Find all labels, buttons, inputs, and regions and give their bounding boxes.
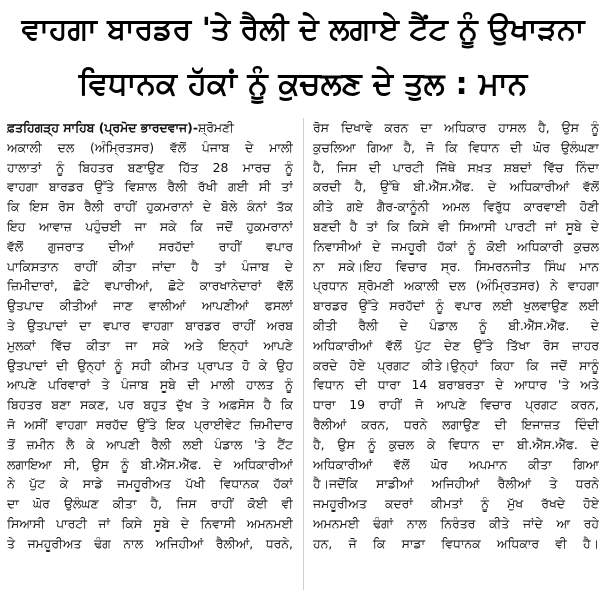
article-line: ਅਧਿਕਾਰੀਆਂ ਵੱਲੋਂ ਘੋਰ ਅਪਮਾਨ ਕੀਤਾ ਗਿਆ xyxy=(313,456,599,472)
article-line-byline: ਫ਼ਤਹਿਗੜ੍ਹ ਸਾਹਿਬ (ਪ੍ਰਮੋਦ ਭਾਰਦਵਾਜ)- xyxy=(7,120,198,135)
article-line: ਬਣਦੀ ਹੈ ਤਾਂ ਕਿ ਕਿਸੇ ਵੀ ਸਿਆਸੀ ਪਾਰਟੀ ਜਾਂ ਸੂਬੇ ਦੇ xyxy=(313,218,599,234)
article-line: ਤੇ ਉਤਪਾਦਾਂ ਦਾ ਵਪਾਰ ਵਾਹਗਾ ਬਾਰਡਰ ਰਾਹੀਂ ਅਰਬ xyxy=(7,317,293,333)
article-line: ਪਾਕਿਸਤਾਨ ਰਾਹੀਂ ਕੀਤਾ ਜਾਂਦਾ ਹੈ ਤਾਂ ਪੰਜਾਬ ਦੇ xyxy=(7,258,293,274)
article-line: ਵੱਲੋਂ ਗੁਜਰਾਤ ਦੀਆਂ ਸਰਹੱਦਾਂ ਰਾਹੀਂ ਵਪਾਰ xyxy=(7,238,293,254)
article-line: ਜ਼ਿਮੀਦਾਰਾਂ, ਛੋਟੇ ਵਪਾਰੀਆਂ, ਛੋਟੇ ਕਾਰਖਾਨੇਦਾਰਾਂ ਵੱਲੋਂ xyxy=(7,278,293,294)
article-body xyxy=(7,118,600,590)
article-line: ਜਮਹੂਰੀਅਤ ਕਦਰਾਂ ਕੀਮਤਾਂ ਨੂੰ ਮੁੱਖ ਰੱਖਦੇ ਹੋਏ xyxy=(313,496,599,512)
article-line: ਉਤਪਾਦਾਂ ਦੀ ਉਨ੍ਹਾਂ ਨੂੰ ਸਹੀ ਕੀਮਤ ਪ੍ਰਾਪਤ ਹੋ ਕੇ ਉਹ xyxy=(7,357,293,373)
article-line: ਤੋਂ ਜ਼ਮੀਨ ਲੈ ਕੇ ਆਪਣੀ ਰੈਲੀ ਲਈ ਪੰਡਾਲ 'ਤੇ ਟੈਂਟ xyxy=(7,436,293,452)
article-line: ਅਧਿਕਾਰੀਆਂ ਵੱਲੋਂ ਪੁੱਟ ਦੇਣ ਉੱਤੇ ਤਿੱਖਾ ਰੋਸ ਜ਼ਾਹਰ xyxy=(313,337,599,353)
article-line xyxy=(7,554,293,574)
article-line: ਜੋ ਅਸੀਂ ਵਾਹਗਾ ਸਰਹੱਦ ਉੱਤੇ ਇਕ ਪ੍ਰਾਈਵੇਟ ਜ਼ਿਮੀਦਾਰ xyxy=(7,416,293,432)
article-line: ਤੇ ਜਮਹੂਰੀਅਤ ਢੰਗ ਨਾਲ ਅਜਿਹੀਆਂ ਰੈਲੀਆਂ, ਧਰਨੇ, xyxy=(7,535,293,551)
article-first-line xyxy=(7,118,293,138)
article-line: ਅਕਾਲੀ ਦਲ (ਅੰਮ੍ਰਿਤਸਰ) ਵੱਲੋਂ ਪੰਜਾਬ ਦੇ ਮਾਲੀ xyxy=(7,139,293,155)
article-line: ਦਾ ਘੋਰ ਉਲੰਘਣ ਕੀਤਾ ਹੈ, ਜਿਸ ਰਾਹੀਂ ਕੋਈ ਵੀ xyxy=(7,496,293,512)
headline-line-2: ਵਿਧਾਨਕ ਹੱਕਾਂ ਨੂੰ ਕੁਚਲਣ ਦੇ ਤੁਲ : ਮਾਨ xyxy=(78,66,528,102)
column-divider xyxy=(303,118,304,590)
article-line: ਰੈਲੀਆਂ ਕਰਨ, ਧਰਨੇ ਲਗਾਉਣ ਦੀ ਇਜਾਜ਼ਤ ਦਿੰਦੀ xyxy=(313,416,599,432)
article-line: ਇਹ ਆਵਾਜ਼ ਪਹੁੰਚਈ ਜਾ ਸਕੇ ਕਿ ਜਦੋਂ ਹੁਕਮਰਾਨਾਂ xyxy=(7,218,293,234)
article-line: ਕਰਦੀ ਹੈ, ਉੱਥੇ ਬੀ.ਐੱਸ.ਐੱਫ. ਦੇ ਅਧਿਕਾਰੀਆਂ ਵੱਲੋਂ xyxy=(313,179,599,195)
article-line: ਮੁਲਕਾਂ ਵਿੱਚ ਕੀਤਾ ਜਾ ਸਕੇ ਅਤੇ ਇਨ੍ਹਾਂ ਆਪਣੇ xyxy=(7,337,293,353)
article-line: ਪ੍ਰਧਾਨ ਸ਼੍ਰੋਮਣੀ ਅਕਾਲੀ ਦਲ (ਅੰਮ੍ਰਿਤਸਰ) ਨੇ ਵਾਹਗਾ xyxy=(313,278,599,294)
article-line: ਨਿਵਾਸੀਆਂ ਦੇ ਜਮਹੂਰੀ ਹੱਕਾਂ ਨੂੰ ਕੋਈ ਅਧਿਕਾਰੀ ਕੁਚਲ xyxy=(313,238,599,254)
article-line: ਅਮਨਮਈ ਢੰਗਾਂ ਨਾਲ ਨਿਰੰਤਰ ਕੀਤੇ ਜਾਂਦੇ ਆ ਰਹੇ xyxy=(313,515,599,531)
article-column-right xyxy=(313,118,599,590)
article-line: ਕੁਚਲਿਆ ਗਿਆ ਹੈ, ਜੋ ਕਿ ਵਿਧਾਨ ਦੀ ਘੋਰ ਉਲੰਘਣਾ xyxy=(313,139,599,155)
article-line: ਵਿਧਾਨ ਦੀ ਧਾਰਾ 14 ਬਰਾਬਰਤਾ ਦੇ ਆਧਾਰ 'ਤੇ ਅਤੇ xyxy=(313,377,599,393)
article-line: ਹਾਲਾਤਾਂ ਨੂੰ ਬਿਹਤਰ ਬਣਾਉਣ ਹਿੱਤ 28 ਮਾਰਚ ਨੂੰ xyxy=(7,159,293,175)
article-line: ਕਰਦੇ ਹੋਏ ਪ੍ਰਗਟ ਕੀਤੇ।ਉਨ੍ਹਾਂ ਕਿਹਾ ਕਿ ਜਦੋਂ ਸਾਨੂੰ xyxy=(313,357,599,373)
article-line: ਕੀਤੇ ਗਏ ਗੈਰ-ਕਾਨੂੰਨੀ ਅਮਲ ਵਿਰੁੱਧ ਕਾਰਵਾਈ ਹੋਣੀ xyxy=(313,199,599,215)
article-line xyxy=(313,554,599,574)
article-line: ਕਿ ਇਸ ਰੋਸ ਰੈਲੀ ਰਾਹੀਂ ਹੁਕਮਰਾਨਾਂ ਦੇ ਬੋਲੇ ਕੰਨਾਂ ਤੱਕ xyxy=(7,199,293,215)
article-line: ਕੀਤੀ ਰੈਲੀ ਦੇ ਪੰਡਾਲ ਨੂੰ ਬੀ.ਐੱਸ.ਐੱਫ. ਦੇ xyxy=(313,317,599,333)
article-line: ਆਪਣੇ ਪਰਿਵਾਰਾਂ ਤੇ ਪੰਜਾਬ ਸੂਬੇ ਦੀ ਮਾਲੀ ਹਾਲਤ ਨੂੰ xyxy=(7,377,293,393)
article-line: ਰੋਸ ਦਿਖਾਵੇ ਕਰਨ ਦਾ ਅਧਿਕਾਰ ਹਾਸਲ ਹੈ, ਉਸ ਨੂੰ xyxy=(313,120,599,135)
article-line: ਬਾਰਡਰ ਉੱਤੇ ਸਰਹੱਦਾਂ ਨੂੰ ਵਪਾਰ ਲਈ ਖੁਲਵਾਉਣ ਲਈ xyxy=(313,298,599,314)
article-line: ਧਾਰਾ 19 ਰਾਹੀਂ ਜੋ ਆਪਣੇ ਵਿਚਾਰ ਪ੍ਰਗਟ ਕਰਨ, xyxy=(313,397,599,413)
article-line: ਨਾ ਸਕੇ।ਇਹ ਵਿਚਾਰ ਸ੍ਰ. ਸਿਮਰਨਜੀਤ ਸਿੰਘ ਮਾਨ xyxy=(313,258,599,274)
article-line: ਹਨ, ਜੋ ਕਿ ਸਾਡਾ ਵਿਧਾਨਕ ਅਧਿਕਾਰ ਵੀ ਹੈ। xyxy=(313,535,599,551)
article-line: ਬਿਹਤਰ ਬਣਾ ਸਕਣ, ਪਰ ਬਹੁਤ ਦੁੱਖ ਤੇ ਅਫ਼ਸੋਸ ਹੈ ਕਿ xyxy=(7,397,293,413)
headline-line-1: ਵਾਹਗਾ ਬਾਰਡਰ 'ਤੇ ਰੈਲੀ ਦੇ ਲਗਾਏ ਟੈਂਟ ਨੂੰ ਉਖਾੜਨਾ xyxy=(21,12,585,47)
article-column-left xyxy=(7,118,293,590)
article-line: ਹੈ, ਉਸ ਨੂੰ ਕੁਚਲ ਕੇ ਵਿਧਾਨ ਦਾ ਬੀ.ਐੱਸ.ਐੱਫ. ਦੇ xyxy=(313,436,599,452)
article-line: ਨੇ ਪੁੱਟ ਕੇ ਸਾਡੇ ਜਮਹੂਰੀਅਤ ਪੱਖੀ ਵਿਧਾਨਕ ਹੱਕਾਂ xyxy=(7,476,293,492)
article-line: ਹੈ, ਜਿਸ ਦੀ ਪਾਰਟੀ ਜਿੱਥੇ ਸਖ਼ਤ ਸ਼ਬਦਾਂ ਵਿੱਚ ਨਿੰਦਾ xyxy=(313,159,599,175)
article-line: ਲਗਾਇਆ ਸੀ, ਉਸ ਨੂੰ ਬੀ.ਐੱਸ.ਐੱਫ. ਦੇ ਅਧਿਕਾਰੀਆਂ xyxy=(7,456,293,472)
article-line: ਸਿਆਸੀ ਪਾਰਟੀ ਜਾਂ ਕਿਸੇ ਸੂਬੇ ਦੇ ਨਿਵਾਸੀ ਅਮਨਮਈ xyxy=(7,515,293,531)
article-line: ਵਾਹਗਾ ਬਾਰਡਰ ਉੱਤੇ ਵਿਸ਼ਾਲ ਰੈਲੀ ਰੱਖੀ ਗਈ ਸੀ ਤਾਂ xyxy=(7,179,293,195)
article-line: ਉਤਪਾਦ ਕੀਤੀਆਂ ਜਾਣ ਵਾਲੀਆਂ ਆਪਣੀਆਂ ਫਸਲਾਂ xyxy=(7,298,293,314)
article-line: ਹੈ।ਜਦੋਂਕਿ ਸਾਡੀਆਂ ਅਜਿਹੀਆਂ ਰੈਲੀਆਂ ਤੇ ਧਰਨੇ xyxy=(313,476,599,492)
article-line: ਸ਼੍ਰੋਮਣੀ xyxy=(197,120,234,135)
